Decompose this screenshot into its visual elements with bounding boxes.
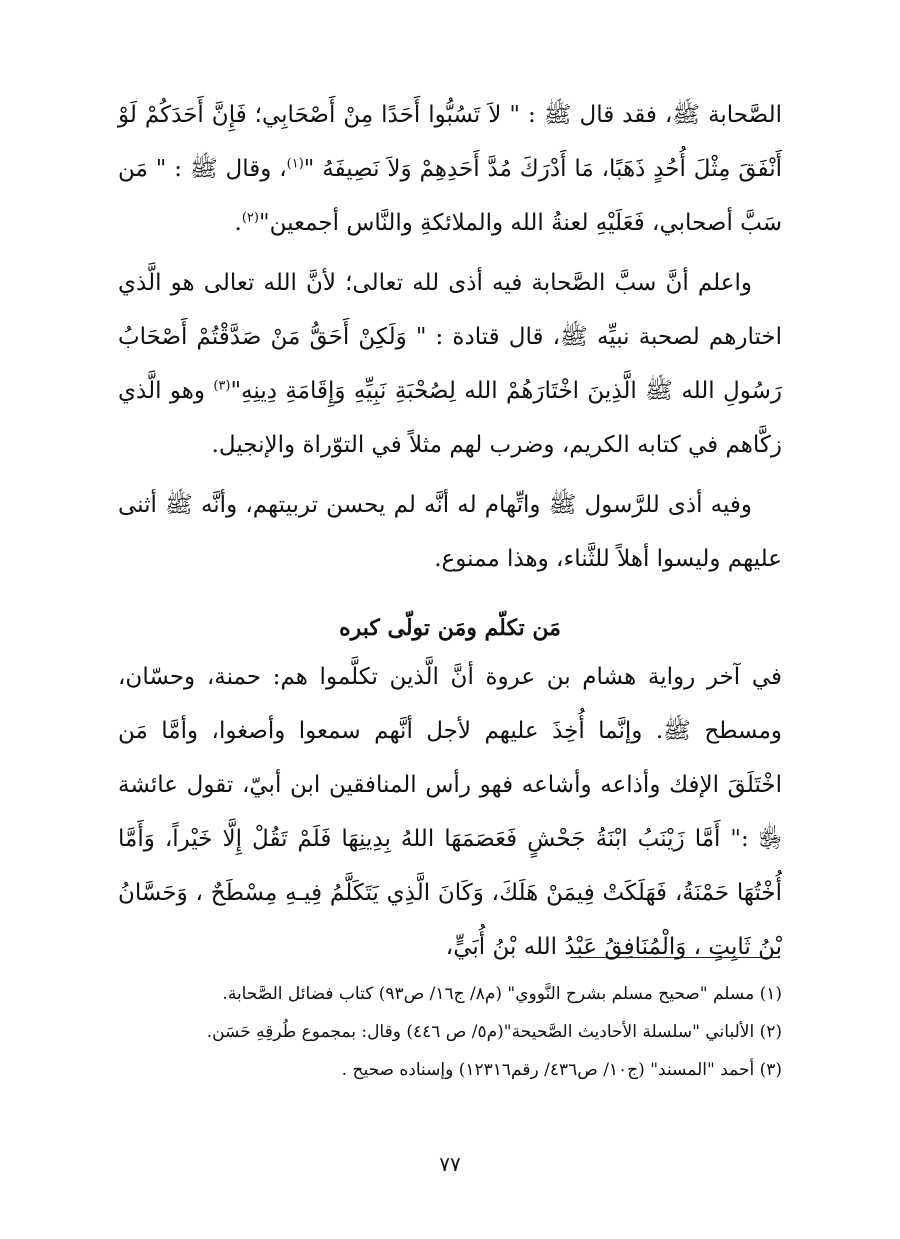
paragraph-1-text: الصَّحابة ﷺ، فقد قال ﷺ : " لاَ تَسُبُّوا أَحَدًا مِنْ أَصْحَابِي؛ فَإِنَّ أَحَدَكُمْ لَوْ أَنْفَقَ مِثْلَ أُحُدٍ ذَهَبًا، مَا أَدْرَكَ مُدَّ أَحَدِهِمْ وَلاَ نَصِيفَهُ " — [118, 102, 782, 182]
paragraph-1 — [118, 88, 782, 250]
paragraph-1-text-b: ، وقال ﷺ : " مَن سَبَّ أصحابي، فَعَلَيْهِ لعنةُ الله والملائكةِ والنَّاس أجمعين" — [118, 156, 782, 236]
paragraph-1-text-c: . — [234, 210, 242, 236]
footnotes — [118, 975, 782, 1089]
footnote-ref-3: (٣) — [213, 378, 231, 394]
paragraph-2-text-b: وهو الَّذي زكَّاهم في كتابه الكريم، وضرب لهم مثلاً في التوّراة والإنجيل. — [118, 378, 782, 458]
paragraph-2-text: واعلم أنَّ سبَّ الصَّحابة فيه أذى لله تعالى؛ لأنَّ الله تعالى هو الَّذي اختارهم لصحبة نبيِّه ﷺ، قال قتادة : " وَلَكِنْ أَحَقُّ مَنْ صَدَّقْتُمْ أَصْحَابُ رَسُولِ الله ﷺ الَّذِينَ اخْتَارَهُمْ الله لِصُحْبَةِ نَبِيِّهِ وَإِقَامَةِ دِينِهِ" — [118, 270, 782, 404]
section-heading: مَن تكلّم ومَن تولّى كبره — [339, 615, 561, 641]
footnote-ref-1: (١) — [286, 156, 304, 172]
footnote-2: (٢) الألباني "سلسلة الأحاديث الصَّحيحة"(م٥/ ص ٤٤٦) وقال: بمجموع طُرقِهِ حَسَن. — [206, 1022, 782, 1042]
main-text — [118, 88, 782, 980]
paragraph-2 — [118, 256, 782, 472]
footnote-1: (١) مسلم "صحيح مسلم بشرح النَّووي" (م٨/ ج١٦/ ص٩٣) كتاب فضائل الصَّحابة. — [222, 984, 782, 1004]
paragraph-3: وفيه أذى للرَّسول ﷺ واتِّهام له أنَّه لم يحسن تربيتهم، وأنَّه ﷺ أثنى عليهم وليسوا أهلاً للثَّناء، وهذا ممنوع. — [118, 492, 782, 572]
page-number: ٧٧ — [439, 1152, 461, 1176]
footnote-ref-2: (٢) — [241, 210, 259, 226]
footnote-3: (٣) أحمد "المسند" (ج١٠/ ص٤٣٦/ رقم١٢٣١٦) وإسناده صحيح . — [341, 1060, 782, 1080]
paragraph-4: في آخر رواية هشام بن عروة أنَّ الَّذين تكلَّموا هم: حمنة، وحسّان، ومسطح ﷺ. وإنَّما أُخِذَ عليهم لأجل أنَّهم سمعوا وأصغوا، وأمَّا مَن اخْتَلَقَ الإفك وأذاعه وأشاعه فهو رأس المنافقين ابن أبيّ، تقول عائشة ﵂ :" أَمَّا زَيْنَبُ ابْنَةُ جَحْشٍ فَعَصَمَهَا اللهُ بِدِينِهَا فَلَمْ تَقُلْ إِلَّا خَيْراً، وَأَمَّا أُخْتُهَا حَمْنَةُ، فَهَلَكَتْ فِيمَنْ هَلَكَ، وَكَانَ الَّذِي يَتَكَلَّمُ فِيـهِ مِسْطَحٌ ، وَحَسَّانُ بْنُ ثَابِتٍ ، وَالْمُنَافِقُ عَبْدُ الله بْنُ أُبَيٍّ، — [118, 664, 782, 960]
footnote-divider — [570, 957, 780, 958]
